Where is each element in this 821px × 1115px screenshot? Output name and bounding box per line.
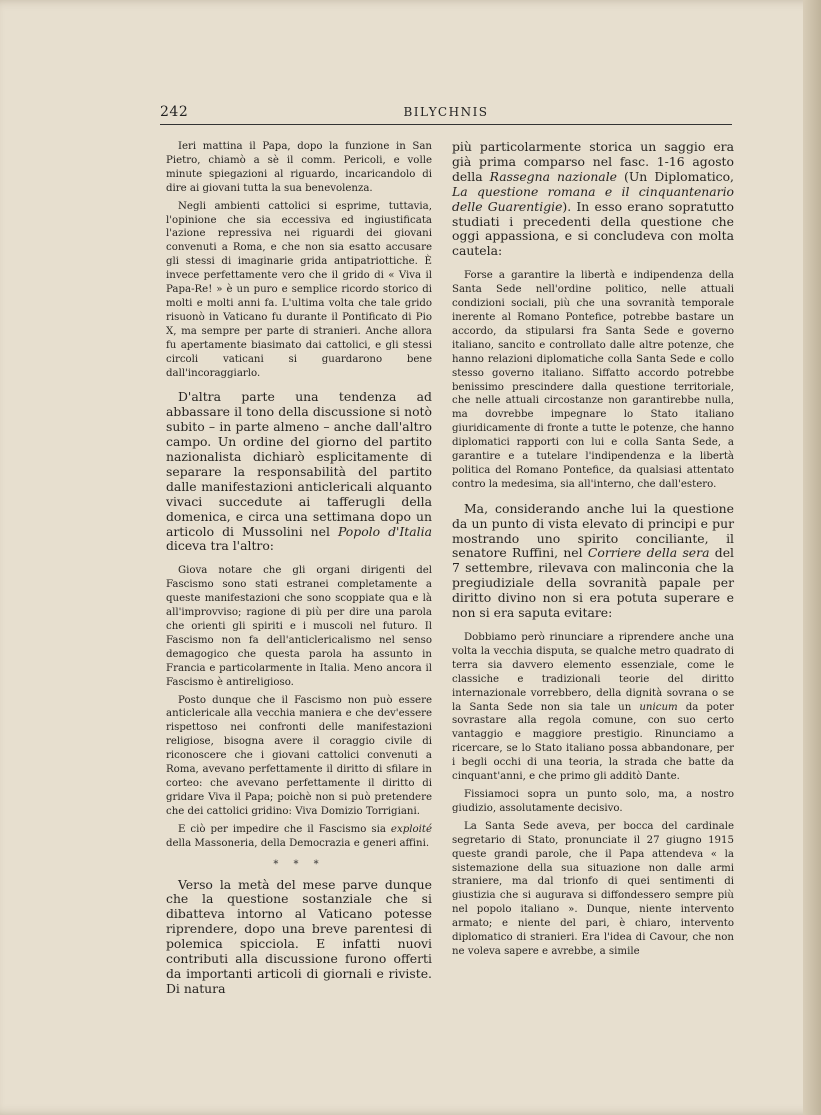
section-divider: * * * — [273, 858, 325, 870]
quoted-news-block — [166, 140, 432, 380]
body-text — [166, 390, 432, 554]
body-text — [452, 502, 734, 621]
body-text — [166, 878, 432, 997]
running-head: BILYCHNIS — [403, 105, 489, 119]
body-text — [452, 140, 734, 259]
right-column — [452, 140, 734, 963]
paragraph: Forse a garantire la libertà e indipendenza della Santa Sede nell'ordine politico, nelle attuali condizioni sociali, più che una sovranità temporale inerente al Romano Pontefice, potrebbe bastare un accordo, da stipularsi fra Santa Sede e governo italiano, sancito e controllato dalle altre potenze, che hanno relazioni diplomatiche colla Santa Sede e collo stesso governo italiano. Siffatto accordo potrebbe benissimo prescindere dalla questione territoriale, che nelle attuali circostanze non garantirebbe nulla, ma dovrebbe impegnare lo Stato italiano giuridicamente di fronte a tutte le potenze, che hanno diplomatici rapporti con lui e colla Santa Sede, a garantire e a tutelare l'indipendenza e la libertà politica del Romano Pontefice, da qualsiasi attentato contro la medesima, sia all'interno, che dall'estero. — [452, 270, 734, 490]
paragraph: Fissiamoci sopra un punto solo, ma, a nostro giudizio, assolutamente decisivo. — [452, 788, 734, 814]
publication-title: Rassegna nazionale — [489, 168, 617, 184]
page-header — [160, 104, 732, 125]
article-title: La questione romana e il cinquantenario delle Guarentigie — [452, 183, 734, 214]
paragraph: Giova notare che gli organi dirigenti del Fascismo sono stati estranei completamente a queste manifestazioni che sono scoppiate qua e là all'improvviso; ragione di più per dire una parola che orienti gli spiriti e i muscoli nel futuro. Il Fascismo non fa dell'anticlericalismo nel senso demagogico che questa parola ha assunto in Francia e particolarmente in Italia. Meno ancora il Fascismo è antireligioso. — [166, 565, 432, 688]
page-number: 242 — [160, 104, 189, 120]
paragraph: La Santa Sede aveva, per bocca del cardinale segretario di Stato, pronunciate il 27 giugno 1915 queste grandi parole, che il Papa attendeva « la sistemazione della sua situazione non dalle armi straniere, ma dal trionfo di quei sentimenti di giustizia che si augurava si diffondessero sempre più nel popolo italiano ». Dunque, niente intervento armato; e niente del pari, è chiaro, intervento diplomatico di stranieri. Era l'idea di Cavour, che non ne voleva sapere e avrebbe, a simile — [452, 820, 734, 957]
paragraph: Verso la metà del mese parve dunque che la questione sostanziale che si dibatteva intorno al Vaticano potesse riprendere, dopo una breve parentesi di polemica spicciola. E infatti nuovi contributi alla discussione furono offerti da importanti articoli di giornali e riviste. Di natura — [166, 876, 432, 996]
left-column — [166, 140, 432, 1001]
quotation-block — [452, 631, 734, 959]
publication-title: Popolo d'Italia — [337, 523, 432, 539]
page-edge — [803, 0, 821, 1115]
emphasis: unicum — [639, 701, 678, 713]
publication-title: Corriere della sera — [587, 545, 710, 561]
quotation-block — [166, 564, 432, 850]
paragraph: Ma, considerando anche lui la questione da un punto di vista elevato di principi e pur mostrando uno spirito conciliante, il senatore Ruffini, nel Corriere della sera del 7 settembre, rilevava con malinconia che la pregiudiziale della sovranità papale per diritto divino non si era potuta superare e non si era saputa evitare: — [452, 500, 735, 621]
paragraph: E ciò per impedire che il Fascismo sia exploité della Massoneria, della Democrazia e generi affini. — [166, 823, 432, 849]
quotation-block — [452, 269, 734, 492]
paragraph: Posto dunque che il Fascismo non può essere anticlericale alla vecchia maniera e che dev'essere rispettoso nei confronti delle manifestazioni religiose, bisogna avere il coraggio civile di riconoscere che i giovani cattolici convenuti a Roma, avevano perfettamente il diritto di sfilare in corteo: che avevano perfettamente il diritto di gridare Viva il Papa; poichè non si può pretendere che dei cattolici gridino: Viva Domizio Torrigiani. — [166, 694, 432, 817]
emphasis: exploité — [390, 823, 432, 835]
paragraph: D'altra parte una tendenza ad abbassare il tono della discussione si notò subito – in parte almeno – anche dall'altro campo. Un ordine del giorno del partito nazionalista dichiarò esplicitamente di separare la responsabilità del partito dalle manifestazioni anticlericali alquanto vivaci succedute ai tafferugli della domenica, e circa una settimana dopo un articolo di Mussolini nel Popolo d'Italia diceva tra l'altro: — [166, 389, 432, 554]
paragraph: Ieri mattina il Papa, dopo la funzione in San Pietro, chiamò a sè il comm. Pericoli, e volle minute spiegazioni al riguardo, incaricandolo di dire ai giovani tutta la sua benevolenza. — [166, 141, 432, 194]
paragraph: Dobbiamo però rinunciare a riprendere anche una volta la vecchia disputa, se qualche metro quadrato di terra sia davvero elemento essenziale, come le classiche e tradizionali teorie del diritto internazionale vorrebbero, della dignità sovrana o se la Santa Sede non sia tale un unicum da poter sovrastare alla regola comune, con suo certo vantaggio e maggiore prestigio. Rinunciamo a ricercare, se lo Stato italiano possa abbandonare, per i begli occhi di una teoria, la strada che batte da cinquant'anni, e che primo gli additò Dante. — [452, 632, 734, 783]
paragraph: più particolarmente storica un saggio era già prima comparso nel fasc. 1-16 agosto della Rassegna nazionale (Un Diplomatico, La questione romana e il cinquantenario delle Guarentigie). In esso erano sopratutto studiati i precedenti della questione che oggi appassiona, e si concludeva con molta cautela: — [452, 139, 734, 259]
paragraph: Negli ambienti cattolici si esprime, tuttavia, l'opinione che sia eccessiva ed ingiustificata l'azione repressiva nei riguardi dei giovani convenuti a Roma, e che non sia esatto accusare gli stessi di imaginarie grida antipatriottiche. È invece perfettamente vero che il grido di « Viva il Papa-Re! » è un puro e semplice ricordo storico di molti e molti anni fa. L'ultima volta che tale grido risuonò in Vaticano fu durante il Pontificato di Pio X, ma sempre per parte di stranieri. Anche allora fu apertamente biasimato dai cattolici, e gli stessi circoli vaticani si guardarono bene dall'incoraggiarlo. — [166, 200, 432, 379]
